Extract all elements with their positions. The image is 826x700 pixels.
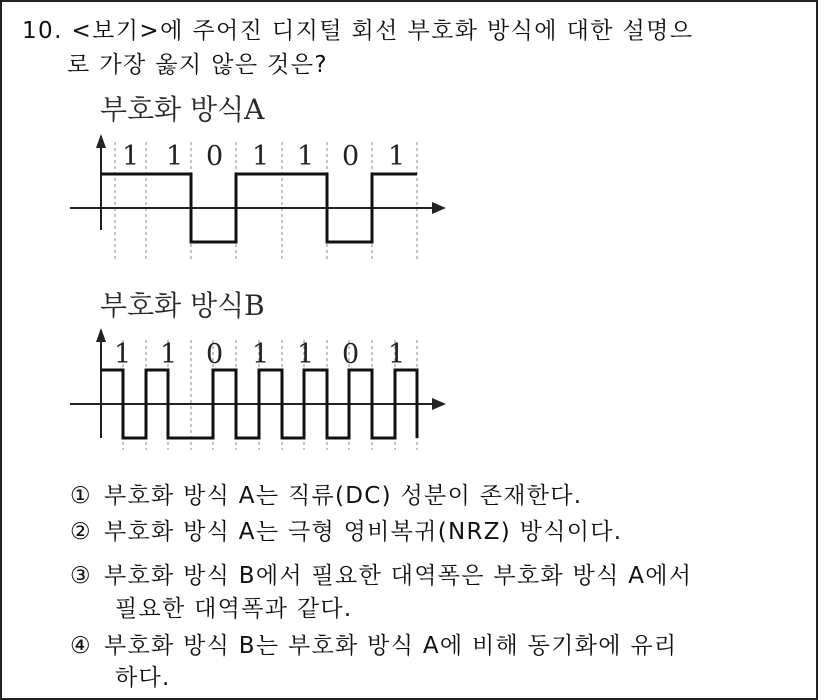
- option-1[interactable]: [70, 477, 582, 510]
- option-3-text-line-2: 필요한 대역폭과 같다.: [115, 596, 353, 622]
- bit-label: 1: [388, 141, 406, 172]
- bit-label: 0: [342, 141, 360, 172]
- option-3[interactable]: [70, 557, 692, 590]
- bit-label: 1: [252, 141, 270, 172]
- question-text-line-2: 로 가장 옳지 않은 것은?: [67, 52, 329, 78]
- diagram-a-waveform: [70, 120, 460, 270]
- bit-label: 1: [166, 141, 184, 172]
- option-4-text-line-1: 부호화 방식 B는 부호화 방식 A에 비해 동기화에 유리: [104, 633, 678, 659]
- diagram-a-title: 부호화 방식A: [100, 93, 265, 126]
- bit-label: 1: [297, 141, 315, 172]
- option-4-text-line-2: 하다.: [115, 665, 171, 691]
- option-2-text: 부호화 방식 A는 극형 영비복귀(NRZ) 방식이다.: [104, 519, 623, 545]
- bit-label: 1: [252, 339, 270, 370]
- option-4[interactable]: [70, 627, 677, 660]
- bit-label: 1: [160, 339, 178, 370]
- option-4-continuation[interactable]: [115, 659, 171, 692]
- option-1-number: ①: [70, 483, 92, 509]
- bit-label: 1: [114, 339, 132, 370]
- option-3-continuation[interactable]: [115, 590, 353, 623]
- bit-label: 1: [122, 141, 140, 172]
- bit-label: 1: [297, 339, 315, 370]
- diagram-b-axis-arrow: [432, 398, 446, 410]
- bit-label: 1: [388, 339, 406, 370]
- option-3-number: ③: [70, 563, 92, 589]
- option-2[interactable]: [70, 513, 622, 546]
- diagram-b-waveform: [70, 318, 460, 468]
- diagram-b-bit-labels: [114, 339, 405, 370]
- bit-label: 0: [342, 339, 360, 370]
- diagram-b-amplitude-arrow: [96, 328, 106, 342]
- diagram-a-amplitude-arrow: [96, 134, 106, 148]
- option-3-text-line-1: 부호화 방식 B에서 필요한 대역폭은 부호화 방식 A에서: [104, 563, 693, 589]
- option-1-text: 부호화 방식 A는 직류(DC) 성분이 존재한다.: [104, 483, 583, 509]
- option-4-number: ④: [70, 633, 92, 659]
- diagram-a-bit-labels: [122, 141, 405, 172]
- bit-label: 0: [206, 141, 224, 172]
- bit-label: 0: [206, 339, 224, 370]
- diagram-a-axis-arrow: [432, 202, 446, 214]
- diagram-b-title: 부호화 방식B: [100, 289, 265, 322]
- option-2-number: ②: [70, 519, 92, 545]
- question-text-line-1: 10. <보기>에 주어진 디지털 회선 부호화 방식에 대한 설명으: [22, 18, 694, 44]
